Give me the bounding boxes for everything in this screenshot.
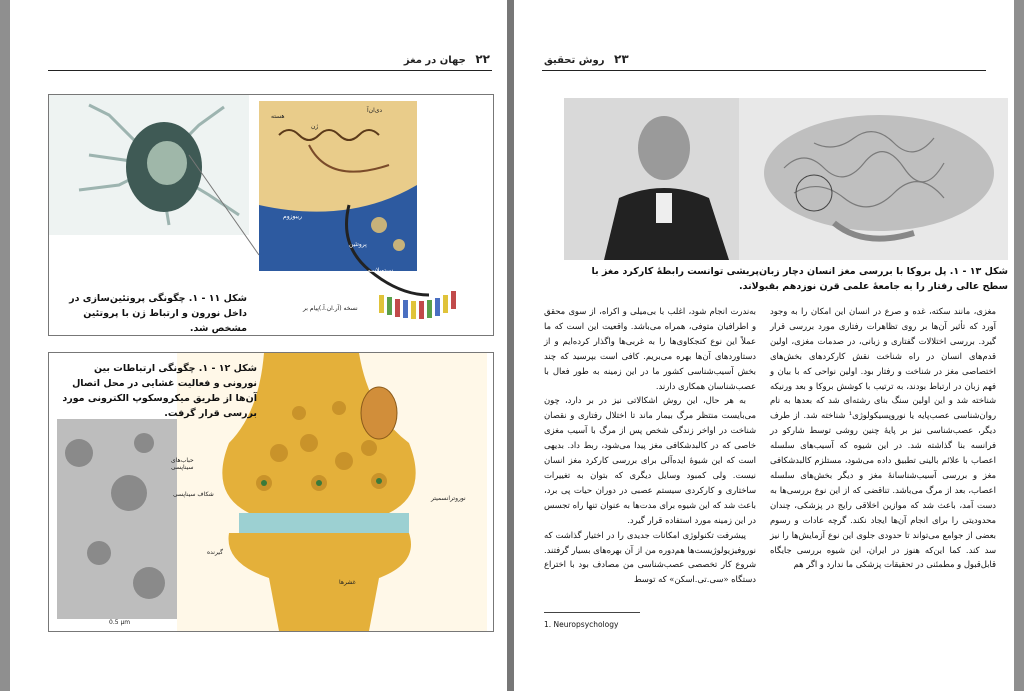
text-column-left — [544, 304, 756, 587]
figure-protein-synthesis — [48, 94, 494, 336]
label-protein: پروتئین — [349, 241, 367, 248]
mitochondrion — [361, 387, 397, 439]
page-number: ۲۲ — [475, 52, 490, 66]
synaptic-cleft — [239, 513, 409, 533]
broca-photo-and-brain — [564, 98, 1008, 260]
label-mrna-copy: نسخه (آر.ان.آ.)‌پیام بر — [303, 305, 358, 312]
label-receptor: گیرنده — [207, 549, 223, 556]
figure-caption: شکل ۱۲ - ۱. چگونگی ارتباطات بین نورونی و فعالیت غشایی در محل اتصال آن‌ها از طریق میکروسکوپ الکترونی مورد بررسی قرار گرفت. — [62, 363, 257, 419]
label-cleft: شکاف سیناپسی — [173, 491, 214, 498]
label-nucleus: هسته — [271, 113, 285, 120]
running-head — [50, 52, 490, 66]
paragraph: پیشرفت تکنولوژی امکانات جدیدی را در اختیار گذاشت که نوروفیزیولوژیست‌ها هم‌دوره من از آن بهره‌های بسیار گرفتند. شروع کار تخصصی عصب‌شناسی من مصادف بود با اختراع دستگاه «سی.تی.اسکن» که توسط — [544, 529, 756, 585]
chapter-title: روش تحقیق — [544, 55, 605, 66]
paragraph: به‌ندرت انجام شود، اغلب با بی‌میلی و اکراه، از سوی محقق و اطرافیان متوفی، همراه می‌باشد. واقعیت این است که ما عملاً این نوع کنجکاوی‌ها را به غربی‌ها واگذار کرده‌ایم و از دستاوردهای آن‌ها بهره می‌بریم. کافی است بپرسید که چند بخش آسیب‌شناسی کشور ما در این زمینه به طور فعال با عصب‌شناسان همکاری دارند. — [544, 306, 756, 391]
label-gene: ژن — [311, 123, 319, 130]
left-page — [10, 0, 507, 691]
paragraph: مغزی، مانند سکته، غده و صرع در انسان این امکان را به وجود آورد که تأثیر آن‌ها بر روی تظاهرات رفتاری مورد بررسی قرار گیرد. بررسی اختلالات گفتاری و زبانی، در صدمات مغزی، اولین قدم‌های انسان در راه شناخت نقش کارکردهای بخش‌های اختصاصی مغز در شناخت و رفتار بود. اولین نواحی که با بیان و فهم زبان در ارتباط بودند، به ترتیب با کوشش بروکا و بعد ورنیکه شناخته شد و این اولین سنگ بنای رشته‌ای شد که بعدها به نام روان‌شناسی عصب‌پایه یا نوروپسیکولوژی¹ شناخته شد. از طرف دیگر، عصب‌شناسی نیز بر پایهٔ چنین روشی توسط شارکو در فرانسه بنا گذاشته شد. در این شیوه که آسیب‌های سلسله اعصاب با علائم بالینی تطبیق داده می‌شود، مستلزم کالبدشکافی مغز و بررسی آسیب‌شناسانهٔ مغز و دیگر بخش‌های سلسله اعصاب، بعد از مرگ می‌باشد. تناقضی که از این نوع بررسی‌ها به دست آمد، باعث شد که موازین اخلاقی رایج در پزشکی، چندان محدودیتی را برای انجام آن‌ها ایجاد نکند. گرچه عادات و رسوم بعضی از جوامع می‌تواند تا حدودی جلوی این نوع آزمایش‌ها را نیز سد کند. کما این‌که هنوز در ایران، این شیوه بررسی جایگاه قابل‌قبول و مطمئنی در تحقیقات پزشکی ما ندارد و اگر هم — [770, 306, 996, 570]
text-column-right — [770, 304, 996, 572]
footnote: 1. Neuropsychology — [544, 620, 619, 629]
label-neurotransmitter: نوروترانسمیتر — [431, 495, 466, 502]
chapter-title: جهان در مغز — [403, 55, 466, 66]
scale-bar: 0.5 µm — [109, 619, 131, 626]
label-membranes: غشرها — [339, 579, 356, 586]
figure-caption: شکل ۱۳ - ۱. پل بروکا با بررسی مغز انسان دچار زبان‌پریشی توانست رابطهٔ کارکرد مغز با سطح عالی رفتار را به جامعهٔ علمی قرن نوزدهم بقبولاند. — [591, 266, 1008, 292]
header-rule — [542, 70, 986, 71]
figure-caption: شکل ۱۱ - ۱. چگونگی پروتئین‌سازی در داخل نورون و ارتباط ژن با پروتئین مشخص شد. — [69, 293, 247, 334]
page-number: ۲۳ — [614, 52, 629, 66]
running-head — [544, 52, 984, 66]
label-vesicles: حباب‌های سیناپسی — [171, 457, 194, 471]
label-ribosome: ریبوزوم — [283, 213, 302, 220]
footnote-rule — [544, 612, 640, 613]
page-gutter — [507, 0, 514, 691]
paragraph: به هر حال، این روش اشکالاتی نیز در بر دارد، چون می‌بایست منتظر مرگ بیمار ماند تا اختلال رفتاری و نقصان شناخت در اواخر زندگی شخص پس از مرگ با آسیب مغزی خاصی که در کالبدشکافی مغز پیدا می‌شود، ربط داد. بدیهی است که این شیوهٔ ایده‌آلی برای بررسی کارکرد مغز انسان نیست. ولی کمبود وسایل دیگری که بتوان به تغییرات ساختاری و کارکردی سیستم عصبی در دوران حیات پی برد، باعث شد که این شیوه برای مدت‌ها به عنوان تنها راه تجسس در این زمینه مورد استفاده قرار گیرد. — [544, 395, 756, 525]
label-cytoplasm: سیتوپلاسم — [367, 267, 394, 274]
header-rule — [48, 70, 492, 71]
nucleus-small — [147, 141, 187, 185]
label-dna: دی‌ان‌آ — [367, 107, 383, 114]
figure-synapse — [48, 352, 494, 632]
right-page — [514, 0, 1014, 691]
